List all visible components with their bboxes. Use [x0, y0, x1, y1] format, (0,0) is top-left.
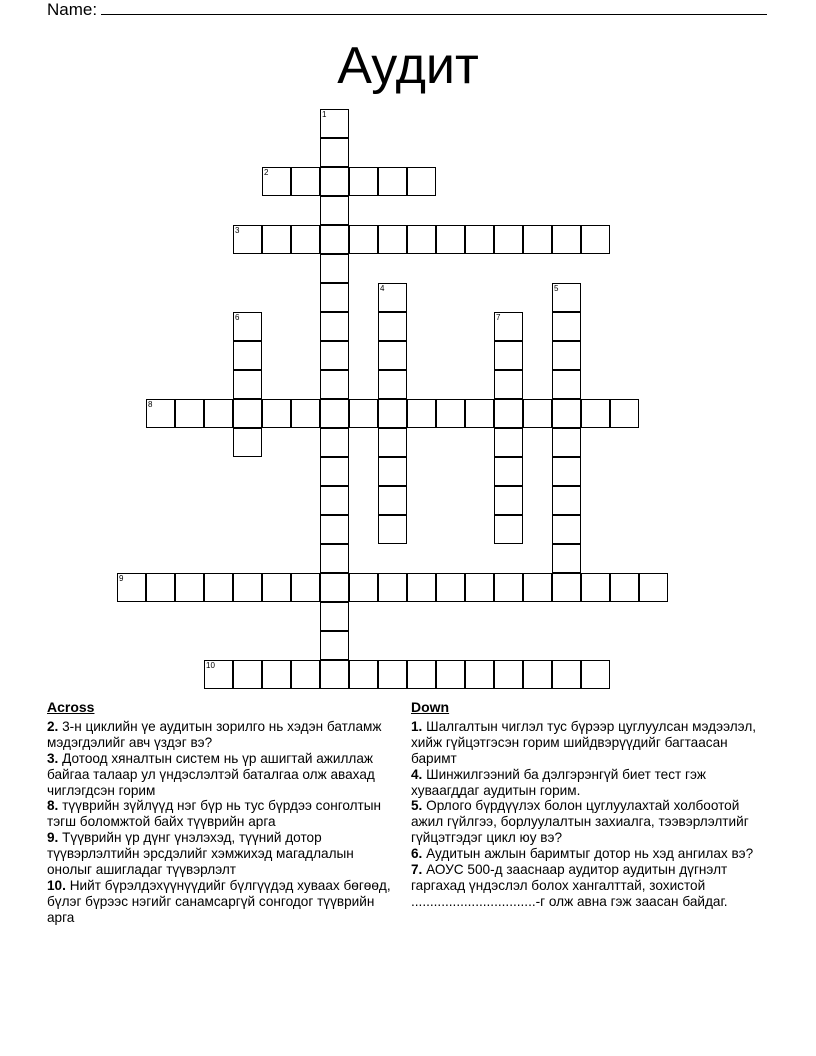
- clue-item: [411, 767, 763, 799]
- grid-cell[interactable]: [175, 573, 204, 602]
- grid-cell[interactable]: [552, 341, 581, 370]
- grid-cell[interactable]: [581, 225, 610, 254]
- grid-cell[interactable]: [436, 225, 465, 254]
- grid-cell[interactable]: [494, 660, 523, 689]
- grid-cell[interactable]: [204, 573, 233, 602]
- grid-cell[interactable]: [494, 399, 523, 428]
- grid-cell[interactable]: [494, 515, 523, 544]
- grid-cell[interactable]: [407, 167, 436, 196]
- cell-number: 7: [496, 313, 501, 322]
- grid-cell[interactable]: [378, 428, 407, 457]
- grid-cell[interactable]: [146, 399, 175, 428]
- grid-cell[interactable]: [320, 341, 349, 370]
- grid-cell[interactable]: [320, 573, 349, 602]
- grid-cell[interactable]: [262, 167, 291, 196]
- grid-cell[interactable]: [291, 660, 320, 689]
- grid-cell[interactable]: [320, 399, 349, 428]
- clue-text: АОУС 500-д зааснаар аудитор аудитын дүгнэлт гаргахад үндэслэл болох хангалттай, зохистой .................................-г олж авна гэж заасан байдаг.: [411, 862, 728, 909]
- grid-cell[interactable]: [262, 225, 291, 254]
- grid-cell[interactable]: [349, 573, 378, 602]
- grid-cell[interactable]: [378, 312, 407, 341]
- page-title: Аудит: [337, 37, 479, 95]
- clue-number: 2.: [47, 718, 59, 734]
- grid-cell[interactable]: [436, 660, 465, 689]
- grid-cell[interactable]: [320, 428, 349, 457]
- grid-cell[interactable]: [320, 486, 349, 515]
- cell-number: 10: [206, 661, 215, 670]
- cell-number: 9: [119, 574, 124, 583]
- grid-cell[interactable]: [378, 370, 407, 399]
- clue-item: [411, 846, 763, 862]
- across-clues: [47, 700, 397, 926]
- grid-cell[interactable]: [494, 573, 523, 602]
- grid-cell[interactable]: [320, 370, 349, 399]
- grid-cell[interactable]: [320, 138, 349, 167]
- grid-cell[interactable]: [233, 399, 262, 428]
- grid-cell[interactable]: [523, 660, 552, 689]
- clue-text: Шалгалтын чиглэл тус бүрээр цуглуулсан мэдээлэл, хийж гүйцэтгэсэн горим шийдвэрүүдийг багтаасан баримт: [411, 718, 757, 766]
- grid-cell[interactable]: [407, 573, 436, 602]
- grid-cell[interactable]: [378, 399, 407, 428]
- grid-cell[interactable]: [552, 283, 581, 312]
- grid-cell[interactable]: [523, 399, 552, 428]
- grid-cell[interactable]: [320, 312, 349, 341]
- grid-cell[interactable]: [552, 573, 581, 602]
- grid-cell[interactable]: [378, 283, 407, 312]
- grid-cell[interactable]: [610, 399, 639, 428]
- grid-cell[interactable]: [581, 660, 610, 689]
- grid-cell[interactable]: [407, 660, 436, 689]
- grid-cell[interactable]: [494, 312, 523, 341]
- grid-cell[interactable]: [378, 341, 407, 370]
- grid-cell[interactable]: [320, 544, 349, 573]
- cell-number: 4: [380, 284, 385, 293]
- clue-number: 1.: [411, 718, 423, 734]
- grid-cell[interactable]: [320, 109, 349, 138]
- clue-text: Нийт бүрэлдэхүүнүүдийг бүлгүүдэд хуваах бөгөөд, бүлэг бүрээс нэгийг санамсаргүй сонгодог түүврийн арга: [47, 877, 391, 925]
- clue-text: Түүврийн үр дүнг үнэлэхэд, түүний дотор түүвэрлэлтийн эрсдэлийг хэмжихэд магадлалын онолыг ашигладаг түүвэрлэлт: [47, 830, 354, 878]
- grid-cell[interactable]: [291, 167, 320, 196]
- grid-cell[interactable]: [465, 225, 494, 254]
- clue-number: 4.: [411, 766, 423, 782]
- grid-cell[interactable]: [494, 370, 523, 399]
- grid-cell[interactable]: [465, 573, 494, 602]
- clue-text: Аудитын ажлын баримтыг дотор нь хэд ангилах вэ?: [426, 846, 754, 862]
- grid-cell[interactable]: [349, 660, 378, 689]
- grid-cell[interactable]: [465, 660, 494, 689]
- grid-cell[interactable]: [320, 631, 349, 660]
- clue-text: 3-н циклийн үе аудитын зорилго нь хэдэн батламж мэдэгдэлийг авч үздэг вэ?: [47, 718, 382, 750]
- down-clues: [411, 700, 763, 910]
- grid-cell[interactable]: [204, 660, 233, 689]
- clue-text: Дотоод хяналтын систем нь үр ашигтай ажиллаж байгаа талаар ул үндэслэлтэй баталгаа олж авахад чиглэгдсэн горим: [47, 750, 375, 798]
- grid-cell[interactable]: [349, 167, 378, 196]
- grid-cell[interactable]: [552, 370, 581, 399]
- clue-text: түүврийн зүйлүүд нэг бүр нь тус бүрдээ сонголтын тэгш боломжтой байх түүврийн арга: [47, 798, 382, 830]
- grid-cell[interactable]: [320, 167, 349, 196]
- grid-cell[interactable]: [320, 283, 349, 312]
- across-heading: Across: [47, 699, 95, 715]
- cell-number: 5: [554, 284, 559, 293]
- grid-cell[interactable]: [117, 573, 146, 602]
- grid-cell[interactable]: [378, 515, 407, 544]
- grid-cell[interactable]: [378, 457, 407, 486]
- clue-number: 7.: [411, 862, 423, 878]
- clue-item: [411, 719, 763, 767]
- grid-cell[interactable]: [320, 457, 349, 486]
- grid-cell[interactable]: [378, 660, 407, 689]
- grid-cell[interactable]: [233, 225, 262, 254]
- cell-number: 6: [235, 313, 240, 322]
- grid-cell[interactable]: [552, 515, 581, 544]
- grid-cell[interactable]: [320, 196, 349, 225]
- grid-cell[interactable]: [552, 312, 581, 341]
- down-heading: Down: [411, 699, 450, 715]
- grid-cell[interactable]: [494, 428, 523, 457]
- clue-text: Шинжилгээний ба дэлгэрэнгүй биет тест гэж хуваагддаг аудитын горим.: [411, 766, 707, 798]
- grid-cell[interactable]: [581, 399, 610, 428]
- grid-cell[interactable]: [378, 225, 407, 254]
- grid-cell[interactable]: [378, 486, 407, 515]
- name-label: Name:: [47, 0, 98, 19]
- grid-cell[interactable]: [146, 573, 175, 602]
- clue-item: [47, 751, 397, 799]
- clue-item: [47, 798, 397, 830]
- grid-cell[interactable]: [262, 399, 291, 428]
- grid-cell[interactable]: [552, 660, 581, 689]
- grid-cell[interactable]: [262, 573, 291, 602]
- grid-cell[interactable]: [291, 573, 320, 602]
- grid-cell[interactable]: [552, 399, 581, 428]
- grid-cell[interactable]: [523, 225, 552, 254]
- grid-cell[interactable]: [320, 515, 349, 544]
- grid-cell[interactable]: [552, 225, 581, 254]
- grid-cell[interactable]: [320, 254, 349, 283]
- grid-cell[interactable]: [349, 399, 378, 428]
- clue-number: 3.: [47, 750, 59, 766]
- grid-cell[interactable]: [233, 370, 262, 399]
- grid-cell[interactable]: [494, 341, 523, 370]
- grid-cell[interactable]: [581, 573, 610, 602]
- clue-item: [411, 862, 763, 910]
- grid-cell[interactable]: [233, 660, 262, 689]
- grid-cell[interactable]: [436, 399, 465, 428]
- grid-cell[interactable]: [291, 399, 320, 428]
- grid-cell[interactable]: [262, 660, 291, 689]
- grid-cell[interactable]: [175, 399, 204, 428]
- clue-item: [47, 878, 397, 926]
- clue-number: 9.: [47, 830, 59, 846]
- cell-number: 3: [235, 226, 240, 235]
- cell-number: 2: [264, 168, 269, 177]
- clue-number: 6.: [411, 846, 423, 862]
- grid-cell[interactable]: [552, 457, 581, 486]
- clue-item: [47, 719, 397, 751]
- grid-cell[interactable]: [407, 225, 436, 254]
- grid-cell[interactable]: [349, 225, 378, 254]
- grid-cell[interactable]: [552, 486, 581, 515]
- clue-number: 8.: [47, 798, 59, 814]
- grid-cell[interactable]: [320, 660, 349, 689]
- cell-number: 1: [322, 110, 327, 119]
- grid-cell[interactable]: [523, 573, 552, 602]
- grid-cell[interactable]: [494, 225, 523, 254]
- grid-cell[interactable]: [494, 457, 523, 486]
- clue-item: [47, 830, 397, 878]
- grid-cell[interactable]: [610, 573, 639, 602]
- grid-cell[interactable]: [378, 573, 407, 602]
- grid-cell[interactable]: [233, 573, 262, 602]
- grid-cell[interactable]: [494, 486, 523, 515]
- clue-number: 10.: [47, 877, 66, 893]
- grid-cell[interactable]: [552, 428, 581, 457]
- grid-cell[interactable]: [233, 341, 262, 370]
- clue-text: Орлого бүрдүүлэх болон цуглуулахтай холбоотой ажил гүйлгээ, борлуулалтын захиалга, тээвэрлэлтийг гүйцэтгэдэг цикл юу вэ?: [411, 798, 749, 846]
- grid-cell[interactable]: [639, 573, 668, 602]
- grid-cell[interactable]: [378, 167, 407, 196]
- grid-cell[interactable]: [204, 399, 233, 428]
- grid-cell[interactable]: [552, 544, 581, 573]
- grid-cell[interactable]: [291, 225, 320, 254]
- grid-cell[interactable]: [320, 602, 349, 631]
- grid-cell[interactable]: [407, 399, 436, 428]
- cell-number: 8: [148, 400, 153, 409]
- grid-cell[interactable]: [436, 573, 465, 602]
- grid-cell[interactable]: [233, 428, 262, 457]
- grid-cell[interactable]: [320, 225, 349, 254]
- clue-item: [411, 798, 763, 846]
- grid-cell[interactable]: [465, 399, 494, 428]
- clue-number: 5.: [411, 798, 423, 814]
- grid-cell[interactable]: [233, 312, 262, 341]
